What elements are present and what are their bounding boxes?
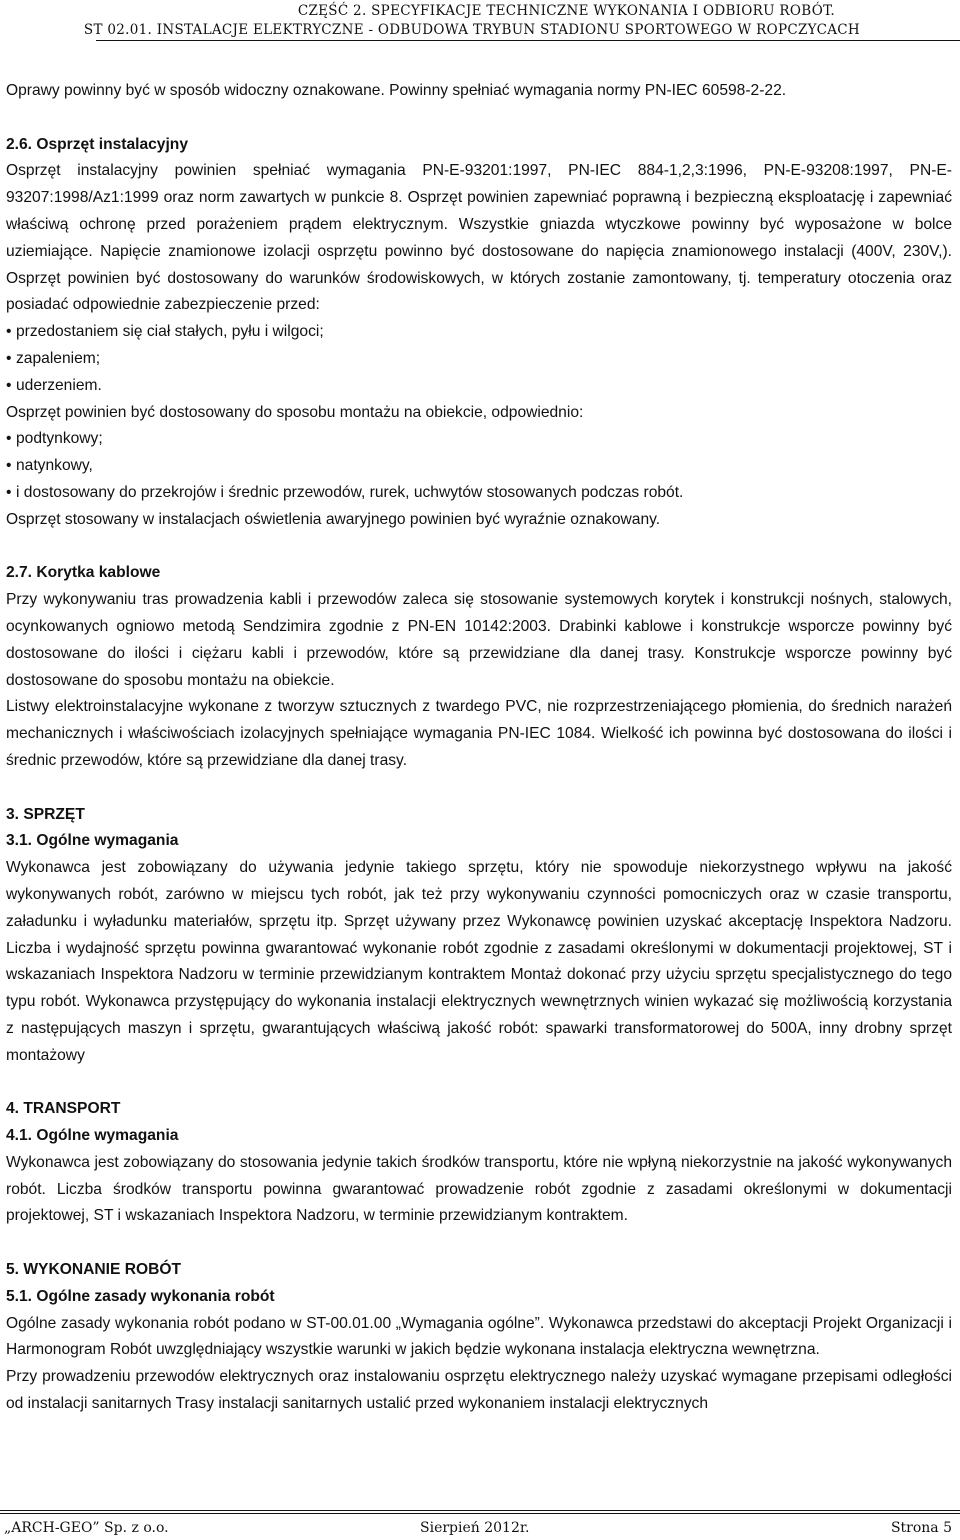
header-divider <box>96 40 960 41</box>
header-title-line-2: ST 02.01. INSTALACJE ELEKTRYCZNE - ODBUDOWA TRYBUN STADIONU SPORTOWEGO W ROPCZYCACH <box>83 22 860 38</box>
footer-page-number: Strona 5 <box>890 1520 952 1536</box>
header-title-line-1: CZĘŚĆ 2. SPECYFIKACJE TECHNICZNE WYKONANIA I ODBIORU ROBÓT. <box>297 3 835 19</box>
section-2-6-paragraph-2: Osprzęt powinien być dostosowany do sposobu montażu na obiekcie, odpowiednio: <box>6 403 584 421</box>
bullet-item: • uderzeniem. <box>6 373 952 400</box>
section-5-heading: 5. WYKONANIE ROBÓT <box>6 1261 182 1279</box>
footer-company: „ARCH-GEO” Sp. z o.o. <box>4 1520 169 1536</box>
section-5-1-heading: 5.1. Ogólne zasady wykonania robót <box>6 1287 275 1305</box>
section-2-7-paragraph-1: Przy wykonywaniu tras prowadzenia kabli i przewodów zaleca się stosowanie systemowych korytek i konstrukcji nośnych, stalowych, ocynkowanych ogniowo metodą Sendzimira zgodnie z PN-EN 10142:2003. Drabinki kablowe i konstrukcje wsporcze powinny być dostosowane do ilości i ciężaru kabli i przewodów, które są przewidziane dla danej trasy. Konstrukcje wsporcze powinny być dostosowane do sposobu montażu na obiekcie. <box>6 591 952 689</box>
section-4-heading: 4. TRANSPORT <box>6 1100 121 1118</box>
footer-date: Sierpień 2012r. <box>420 1520 530 1536</box>
bullet-item: • podtynkowy; <box>6 426 952 453</box>
section-5-1-paragraph-1: Ogólne zasady wykonania robót podano w ST-00.01.00 „Wymagania ogólne”. Wykonawca przedstawi do akceptacji Projekt Organizacji i Harmonogram Robót uwzględniający wszystkie warunki w jakich będzie wykonana instalacja elektryczna wewnętrzna. <box>6 1314 952 1359</box>
section-2-6-paragraph-1: Osprzęt instalacyjny powinien spełniać wymagania PN-E-93201:1997, PN-IEC 884-1,2,3:1996, PN-E-93208:1997, PN-E-93207:1998/Az1:1999 oraz norm zawartych w punkcie 8. Osprzęt powinien zapewniać poprawną i bezpieczną eksploatację i zapewniać właściwą ochronę przed porażeniem prądem elektrycznym. Wszystkie gniazda wtyczkowe powinny być wyposażone w bolce uziemiające. Napięcie znamionowe izolacji osprzętu powinno być dostosowane do napięcia znamionowego instalacji (400V, 230V,). Osprzęt powinien być dostosowany do warunków środowiskowych, w których zostanie zamontowany, tj. temperatury otoczenia oraz posiadać odpowiednie zabezpieczenie przed: <box>6 162 952 314</box>
section-3-1-heading: 3.1. Ogólne wymagania <box>6 832 179 850</box>
bullet-item: • natynkowy, <box>6 453 952 480</box>
intro-paragraph: Oprawy powinny być w sposób widoczny oznakowane. Powinny spełniać wymagania normy PN-IEC 60598-2-22. <box>6 82 787 99</box>
section-2-7-paragraph-2: Listwy elektroinstalacyjne wykonane z tworzyw sztucznych z twardego PVC, nie rozprzestrzeniającego płomienia, do średnich narażeń mechanicznych i właściwościach izolacyjnych spełniające wymagania PN-IEC 1084. Wielkość ich powinna być dostosowana do ilości i średnic przewodów, które są przewidziane dla danej trasy. <box>6 698 952 769</box>
section-4-1-heading: 4.1. Ogólne wymagania <box>6 1127 179 1145</box>
bullet-item: • i dostosowany do przekrojów i średnic przewodów, rurek, uchwytów stosowanych podczas robót. <box>6 480 952 507</box>
document-body <box>6 78 952 1418</box>
section-2-7-heading: 2.7. Korytka kablowe <box>6 564 161 582</box>
section-3-heading: 3. SPRZĘT <box>6 805 85 823</box>
footer-divider <box>0 1513 960 1514</box>
page-footer <box>0 1500 960 1540</box>
page-header <box>0 0 960 44</box>
section-3-1-paragraph: Wykonawca jest zobowiązany do używania jedynie takiego sprzętu, który nie spowoduje niekorzystnego wpływu na jakość wykonywanych robót, zarówno w miejscu tych robót, jak też przy wykonywaniu czynności pomocniczych oraz w czasie transportu, załadunku i wyładunku materiałów, sprzętu itp. Sprzęt używany przez Wykonawcę powinien uzyskać akceptację Inspektora Nadzoru. Liczba i wydajność sprzętu powinna gwarantować wykonanie robót zgodnie z zasadami określonymi w dokumentacji projektowej, ST i wskazaniach Inspektora Nadzoru w terminie przewidzianym kontraktem Montaż dokonać przy użyciu sprzętu specjalistycznego do tego typu robót. Wykonawca przystępujący do wykonania instalacji elektrycznych wewnętrznych winien wykazać się możliwością korzystania z następujących maszyn i sprzętu, gwarantujących właściwą jakość robót: spawarki transformatorowej do 500A, inny drobny sprzęt montażowy <box>6 859 952 1064</box>
section-4-1-paragraph: Wykonawca jest zobowiązany do stosowania jedynie takich środków transportu, które nie wpłyną niekorzystnie na jakość wykonywanych robót. Liczba środków transportu powinna gwarantować prowadzenie robót zgodnie z zasadami określonymi w dokumentacji projektowej, ST i wskazaniach Inspektora Nadzoru, w terminie przewidzianym kontraktem. <box>6 1153 952 1225</box>
footer-divider <box>0 1510 960 1511</box>
section-2-6-heading: 2.6. Osprzęt instalacyjny <box>6 135 189 153</box>
section-5-1-paragraph-2: Przy prowadzeniu przewodów elektrycznych oraz instalowaniu osprzętu elektrycznego należy uzyskać wymagane przepisami odległości od instalacji sanitarnych Trasy instalacji sanitarnych ustalić przed wykonaniem instalacji elektrycznych <box>6 1368 952 1413</box>
bullet-item: • zapaleniem; <box>6 346 952 373</box>
section-2-6-paragraph-3: Osprzęt stosowany w instalacjach oświetlenia awaryjnego powinien być wyraźnie oznakowany. <box>6 510 661 528</box>
bullet-item: • przedostaniem się ciał stałych, pyłu i wilgoci; <box>6 319 952 346</box>
